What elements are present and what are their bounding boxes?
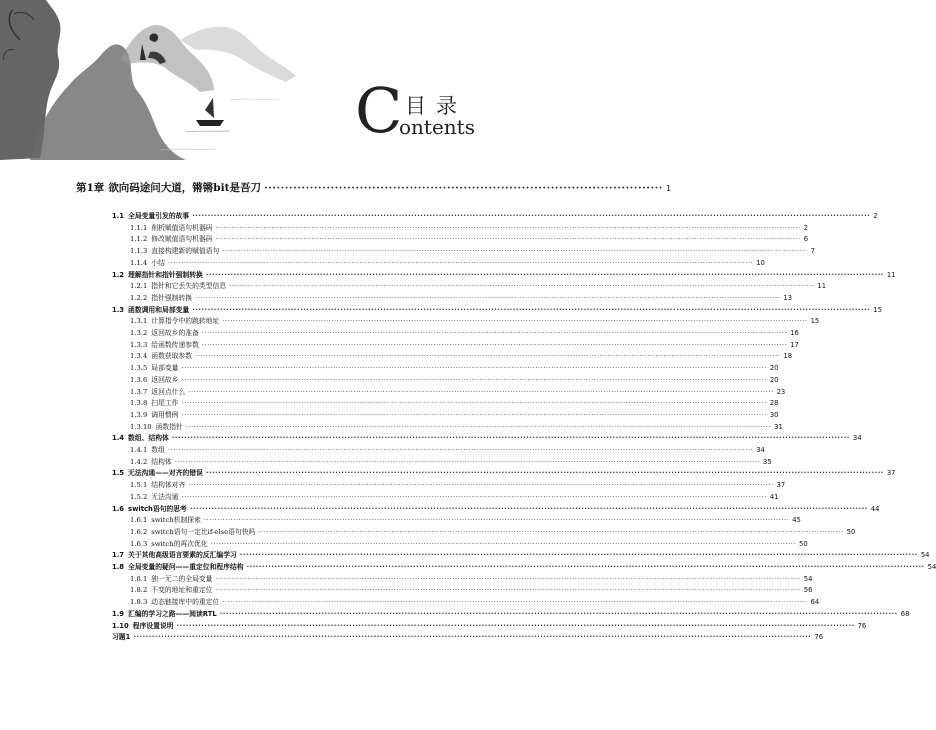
toc-leader-dots: ···························································································································································································································· — [222, 598, 808, 606]
toc-subsection-entry[interactable] — [130, 281, 827, 291]
toc-entry-title: 给函数传递参数 — [151, 341, 199, 349]
toc-subsection-entry[interactable] — [130, 422, 783, 432]
toc-entry-title: 全局变量引发的故事 — [128, 212, 190, 220]
toc-entry-title: switch语句一定比if-else语句快吗 — [151, 528, 256, 536]
toc-entry-page: 54 — [920, 551, 930, 559]
toc-entry-page: 1 — [665, 184, 672, 193]
toc-subsection-entry[interactable] — [130, 527, 856, 537]
toc-entry-page: 18 — [783, 352, 793, 360]
toc-entry-number: 1.2.2 — [130, 294, 148, 302]
toc-entry-title: 全局变量的疑问——重定位和程序结构 — [128, 563, 244, 571]
toc-entry-title: 关于其他高级语言要素的反汇编学习 — [128, 551, 237, 559]
toc-entry-label — [130, 398, 178, 408]
toc-leader-dots: ···························································································································································································································· — [167, 446, 754, 454]
toc-subsection-entry[interactable] — [130, 351, 793, 361]
toc-entry-label — [130, 574, 212, 584]
toc-entry-label — [130, 457, 172, 467]
toc-entry-title: 动态链接库中的重定位 — [151, 598, 220, 606]
toc-leader-dots: ···························································································································································································································· — [205, 271, 884, 279]
toc-entry-number: 第1章 — [76, 182, 105, 194]
toc-entry-page: 37 — [776, 481, 786, 489]
toc-entry-page: 2 — [803, 224, 809, 232]
toc-entry-number: 1.3.8 — [130, 399, 148, 407]
toc-section-entry[interactable] — [112, 433, 862, 443]
toc-entry-label — [112, 550, 237, 560]
toc-entry-title: 无法沟通 — [151, 493, 179, 501]
toc-leader-dots: ···························································································································································································································· — [188, 388, 774, 396]
toc-entry-label — [112, 621, 174, 631]
toc-entry-number: 1.3.2 — [130, 329, 148, 337]
toc-entry-page: 54 — [927, 563, 936, 571]
toc-entry-page: 37 — [886, 469, 896, 477]
toc-subsection-entry[interactable] — [130, 574, 813, 584]
toc-section-entry[interactable] — [112, 609, 910, 619]
toc-entry-page: 54 — [803, 575, 813, 583]
toc-subsection-entry[interactable] — [130, 316, 820, 326]
toc-entry-label — [112, 504, 187, 514]
toc-entry-label — [130, 539, 208, 549]
toc-leader-dots: ···························································································································································································································· — [215, 575, 801, 583]
toc-entry-page: 50 — [799, 540, 808, 548]
toc-entry-title: 函数指针 — [155, 423, 183, 431]
toc-entry-page: 6 — [803, 235, 809, 243]
toc-entry-label — [112, 468, 203, 478]
toc-subsection-entry[interactable] — [130, 445, 765, 455]
toc-entry-title: 削析赋值语句机器码 — [151, 224, 213, 232]
toc-subsection-entry[interactable] — [130, 410, 779, 420]
toc-entry-title: 结构体对齐 — [151, 481, 186, 489]
toc-subsection-entry[interactable] — [130, 234, 809, 244]
toc-entry-title: 函数获取参数 — [151, 352, 193, 360]
toc-entry-number: 1.3.4 — [130, 352, 148, 360]
toc-section-entry[interactable] — [112, 550, 930, 560]
toc-entry-page: 31 — [774, 423, 783, 431]
toc-leader-dots: ···························································································································································································································· — [215, 224, 801, 232]
toc-entry-page: 64 — [810, 598, 820, 606]
toc-leader-dots: ···························································································································································································································· — [181, 411, 767, 419]
toc-entry-label — [130, 422, 183, 432]
toc-section-entry[interactable] — [112, 270, 896, 280]
toc-leader-dots: ···························································································································································································································· — [203, 516, 790, 524]
toc-chapter-entry[interactable] — [76, 180, 672, 196]
toc-section-entry[interactable] — [112, 305, 882, 315]
contents-big-letter: C — [355, 74, 403, 147]
toc-entry-title: 理解指针和指针强制转换 — [128, 271, 203, 279]
toc-leader-dots: ···························································································································································································································· — [219, 610, 898, 618]
toc-subsection-entry[interactable] — [130, 492, 779, 502]
toc-subsection-entry[interactable] — [130, 340, 799, 350]
toc-entry-title: 局部变量 — [151, 364, 179, 372]
toc-entry-number: 1.1.1 — [130, 224, 148, 232]
toc-entry-title: 独一无二的全局变量 — [151, 575, 213, 583]
toc-entry-number: 1.3.7 — [130, 388, 148, 396]
toc-entry-number: 1.2 — [112, 271, 125, 279]
toc-section-entry[interactable] — [112, 211, 878, 221]
toc-entry-label — [130, 246, 219, 256]
toc-leader-dots: ···························································································································································································································· — [246, 563, 925, 571]
toc-entry-title: 习题1 — [112, 633, 131, 641]
toc-entry-page: 20 — [769, 364, 779, 372]
toc-entry-page: 15 — [873, 306, 882, 314]
toc-entry-number: 1.1.2 — [130, 235, 148, 243]
toc-entry-number: 1.8.3 — [130, 598, 148, 606]
toc-entry-title: 数组 — [151, 446, 165, 454]
toc-entry-number: 1.1.4 — [130, 259, 148, 267]
toc-entry-number: 1.5.2 — [130, 493, 148, 501]
toc-entry-label — [130, 234, 212, 244]
toc-entry-label — [130, 585, 212, 595]
toc-entry-label — [130, 445, 165, 455]
toc-entry-number: 1.3.10 — [130, 423, 152, 431]
toc-leader-dots: ···························································································································································································································· — [133, 633, 812, 641]
toc-leader-dots: ···························································································································································································································· — [222, 247, 808, 255]
toc-subsection-entry[interactable] — [130, 293, 793, 303]
toc-entry-page: 41 — [769, 493, 779, 501]
toc-entry-title: 返回点什么 — [151, 388, 186, 396]
toc-entry-title: 计算指令中的跳转地址 — [151, 317, 220, 325]
toc-entry-number: 1.3.6 — [130, 376, 148, 384]
toc-subsection-entry[interactable] — [130, 223, 809, 233]
toc-entry-title: 程序设置说明 — [132, 622, 174, 630]
toc-leader-dots: ···························································································································································································································· — [192, 212, 871, 220]
toc-entry-page: 76 — [857, 622, 867, 630]
toc-entry-page: 34 — [852, 434, 862, 442]
toc-entry-page: 50 — [846, 528, 856, 536]
contents-title-en: ontents — [399, 115, 475, 139]
toc-entry-title: 修改赋值语句机器码 — [151, 235, 213, 243]
contents-title-cn: 目录 — [405, 94, 467, 118]
toc-entry-label — [130, 328, 199, 338]
toc-entry-number: 1.4 — [112, 434, 125, 442]
toc-entry-number: 1.3 — [112, 306, 125, 314]
toc-entry-page: 30 — [769, 411, 779, 419]
toc-entry-number: 1.2.1 — [130, 282, 148, 290]
toc-leader-dots: ···························································································································································································································· — [195, 352, 781, 360]
toc-entry-page: 44 — [870, 505, 880, 513]
toc-entry-page: 28 — [769, 399, 779, 407]
toc-leader-dots: ···························································································································································································································· — [215, 235, 801, 243]
toc-entry-number: 1.10 — [112, 622, 129, 630]
toc-entry-title: 不变的地址和重定位 — [151, 586, 213, 594]
toc-leader-dots: ···························································································································································································································· — [210, 540, 797, 548]
toc-entry-number: 1.3.1 — [130, 317, 148, 325]
toc-entry-number: 1.9 — [112, 610, 125, 618]
toc-entry-page: 23 — [776, 388, 786, 396]
toc-leader-dots: ···························································································································································································································· — [258, 528, 844, 536]
toc-entry-number: 1.8.2 — [130, 586, 148, 594]
toc-entry-label — [112, 305, 189, 315]
toc-entry-number: 1.3.3 — [130, 341, 148, 349]
toc-entry-title: switch机制探索 — [151, 516, 201, 524]
toc-entry-number: 1.7 — [112, 551, 125, 559]
toc-entry-label — [130, 480, 185, 490]
toc-entry-label — [130, 597, 219, 607]
toc-entry-page: 35 — [763, 458, 772, 466]
toc-subsection-entry[interactable] — [130, 328, 799, 338]
toc-section-entry[interactable] — [112, 562, 936, 572]
toc-entry-label — [130, 258, 165, 268]
toc-leader-dots: ···························································································································································································································· — [167, 259, 754, 267]
toc-entry-page: 56 — [803, 586, 813, 594]
contents-heading — [355, 74, 505, 148]
toc-subsection-entry[interactable] — [130, 375, 779, 385]
toc-leader-dots: ···························································································································································································································· — [239, 551, 918, 559]
toc-subsection-entry[interactable] — [130, 515, 801, 525]
toc-entry-label — [130, 363, 178, 373]
toc-entry-title: 返回故乡的准备 — [151, 329, 199, 337]
toc-entry-label — [112, 433, 169, 443]
toc-leader-dots: ···························································································································································································································· — [185, 423, 772, 431]
toc-leader-dots: ································································································ — [264, 182, 663, 194]
toc-entry-label — [112, 632, 130, 642]
toc-entry-page: 10 — [756, 259, 765, 267]
toc-leader-dots: ···························································································································································································································· — [181, 399, 767, 407]
toc-entry-page: 20 — [769, 376, 779, 384]
toc-subsection-entry[interactable] — [130, 387, 786, 397]
toc-entry-number: 1.4.1 — [130, 446, 148, 454]
toc-entry-title: switch语句的思考 — [128, 505, 187, 513]
toc-entry-number: 1.6 — [112, 505, 125, 513]
toc-entry-label — [112, 211, 189, 221]
toc-entry-label — [130, 387, 185, 397]
toc-section-entry[interactable] — [112, 468, 896, 478]
toc-leader-dots: ···························································································································································································································· — [192, 306, 871, 314]
toc-entry-number: 1.6.1 — [130, 516, 148, 524]
toc-entry-title: 结构体 — [151, 458, 172, 466]
toc-entry-label — [112, 270, 203, 280]
toc-entry-label — [130, 340, 199, 350]
toc-entry-label — [130, 351, 192, 361]
toc-entry-label — [130, 281, 226, 291]
toc-subsection-entry[interactable] — [130, 585, 813, 595]
toc-leader-dots: ···························································································································································································································· — [201, 329, 788, 337]
toc-entry-number: 1.8 — [112, 563, 125, 571]
toc-entry-number: 1.6.3 — [130, 540, 148, 548]
toc-subsection-entry[interactable] — [130, 539, 808, 549]
toc-leader-dots: ···························································································································································································································· — [205, 469, 884, 477]
toc-entry-page: 16 — [790, 329, 799, 337]
toc-leader-dots: ···························································································································································································································· — [174, 458, 761, 466]
toc-entry-number: 1.4.2 — [130, 458, 148, 466]
toc-entry-title: 数组、结构体 — [128, 434, 169, 442]
toc-entry-title: 汇编的学习之路——阅读RTL — [128, 610, 217, 618]
toc-entry-number: 1.6.2 — [130, 528, 148, 536]
toc-entry-page: 76 — [814, 633, 824, 641]
toc-entry-label — [130, 223, 212, 233]
toc-subsection-entry[interactable] — [130, 480, 786, 490]
toc-entry-page: 34 — [756, 446, 765, 454]
toc-entry-title: 欲向码途问大道，锵锵bit是吾刀 — [108, 182, 261, 194]
toc-entry-page: 7 — [810, 247, 815, 255]
toc-entry-label — [76, 180, 261, 196]
toc-entry-page: 45 — [792, 516, 801, 524]
toc-entry-label — [130, 375, 178, 385]
toc-entry-title: 指针和它丢失的类型信息 — [151, 282, 227, 290]
toc-entry-label — [130, 527, 255, 537]
toc-entry-label — [130, 515, 201, 525]
toc-entry-page: 11 — [817, 282, 827, 290]
toc-leader-dots: ···························································································································································································································· — [195, 294, 781, 302]
toc-entry-title: 指针强制转换 — [151, 294, 193, 302]
toc-entry-title: 无法沟通——对齐的错误 — [128, 469, 203, 477]
toc-entry-title: 函数调用和局部变量 — [128, 306, 190, 314]
toc-entry-number: 1.5 — [112, 469, 125, 477]
toc-entry-title: 返回故乡 — [151, 376, 179, 384]
toc-subsection-entry[interactable] — [130, 597, 820, 607]
toc-entry-page: 2 — [873, 212, 878, 220]
toc-entry-label — [112, 609, 217, 619]
toc-subsection-entry[interactable] — [130, 363, 779, 373]
toc-subsection-entry[interactable] — [130, 258, 765, 268]
toc-leader-dots: ···························································································································································································································· — [181, 364, 767, 372]
toc-entry-number: 1.1 — [112, 212, 125, 220]
toc-entry-label — [130, 410, 178, 420]
toc-leader-dots: ···························································································································································································································· — [176, 622, 855, 630]
toc-leader-dots: ···························································································································································································································· — [215, 586, 801, 594]
toc-entry-page: 11 — [886, 271, 896, 279]
toc-section-entry[interactable] — [112, 632, 824, 642]
toc-entry-title: 小结 — [151, 259, 165, 267]
toc-leader-dots: ···························································································································································································································· — [181, 493, 767, 501]
toc-entry-title: 扫尾工作 — [151, 399, 179, 407]
toc-subsection-entry[interactable] — [130, 246, 815, 256]
toc-entry-label — [130, 293, 192, 303]
toc-entry-number: 1.8.1 — [130, 575, 148, 583]
toc-leader-dots: ···························································································································································································································· — [181, 376, 767, 384]
toc-entry-title: switch的再次优化 — [151, 540, 208, 548]
toc-subsection-entry[interactable] — [130, 457, 772, 467]
toc-leader-dots: ···························································································································································································································· — [188, 481, 774, 489]
toc-subsection-entry[interactable] — [130, 398, 779, 408]
toc-entry-label — [130, 492, 178, 502]
toc-leader-dots: ···························································································································································································································· — [189, 505, 868, 513]
toc-entry-number: 1.1.3 — [130, 247, 148, 255]
toc-entry-title: 直接构建新的赋值语句 — [151, 247, 220, 255]
toc-leader-dots: ···························································································································································································································· — [229, 282, 815, 290]
toc-entry-number: 1.3.5 — [130, 364, 148, 372]
toc-entry-page: 15 — [810, 317, 820, 325]
toc-leader-dots: ···························································································································································································································· — [171, 434, 850, 442]
toc-section-entry[interactable] — [112, 621, 867, 631]
toc-entry-title: 调用惯例 — [151, 411, 179, 419]
toc-entry-page: 68 — [900, 610, 910, 618]
toc-entry-page: 13 — [783, 294, 793, 302]
toc-entry-page: 17 — [790, 341, 799, 349]
toc-section-entry[interactable] — [112, 504, 880, 514]
toc-entry-number: 1.5.1 — [130, 481, 148, 489]
toc-leader-dots: ···························································································································································································································· — [222, 317, 808, 325]
toc-entry-label — [112, 562, 244, 572]
toc-leader-dots: ···························································································································································································································· — [201, 341, 788, 349]
toc-entry-number: 1.3.9 — [130, 411, 148, 419]
toc-entry-label — [130, 316, 219, 326]
